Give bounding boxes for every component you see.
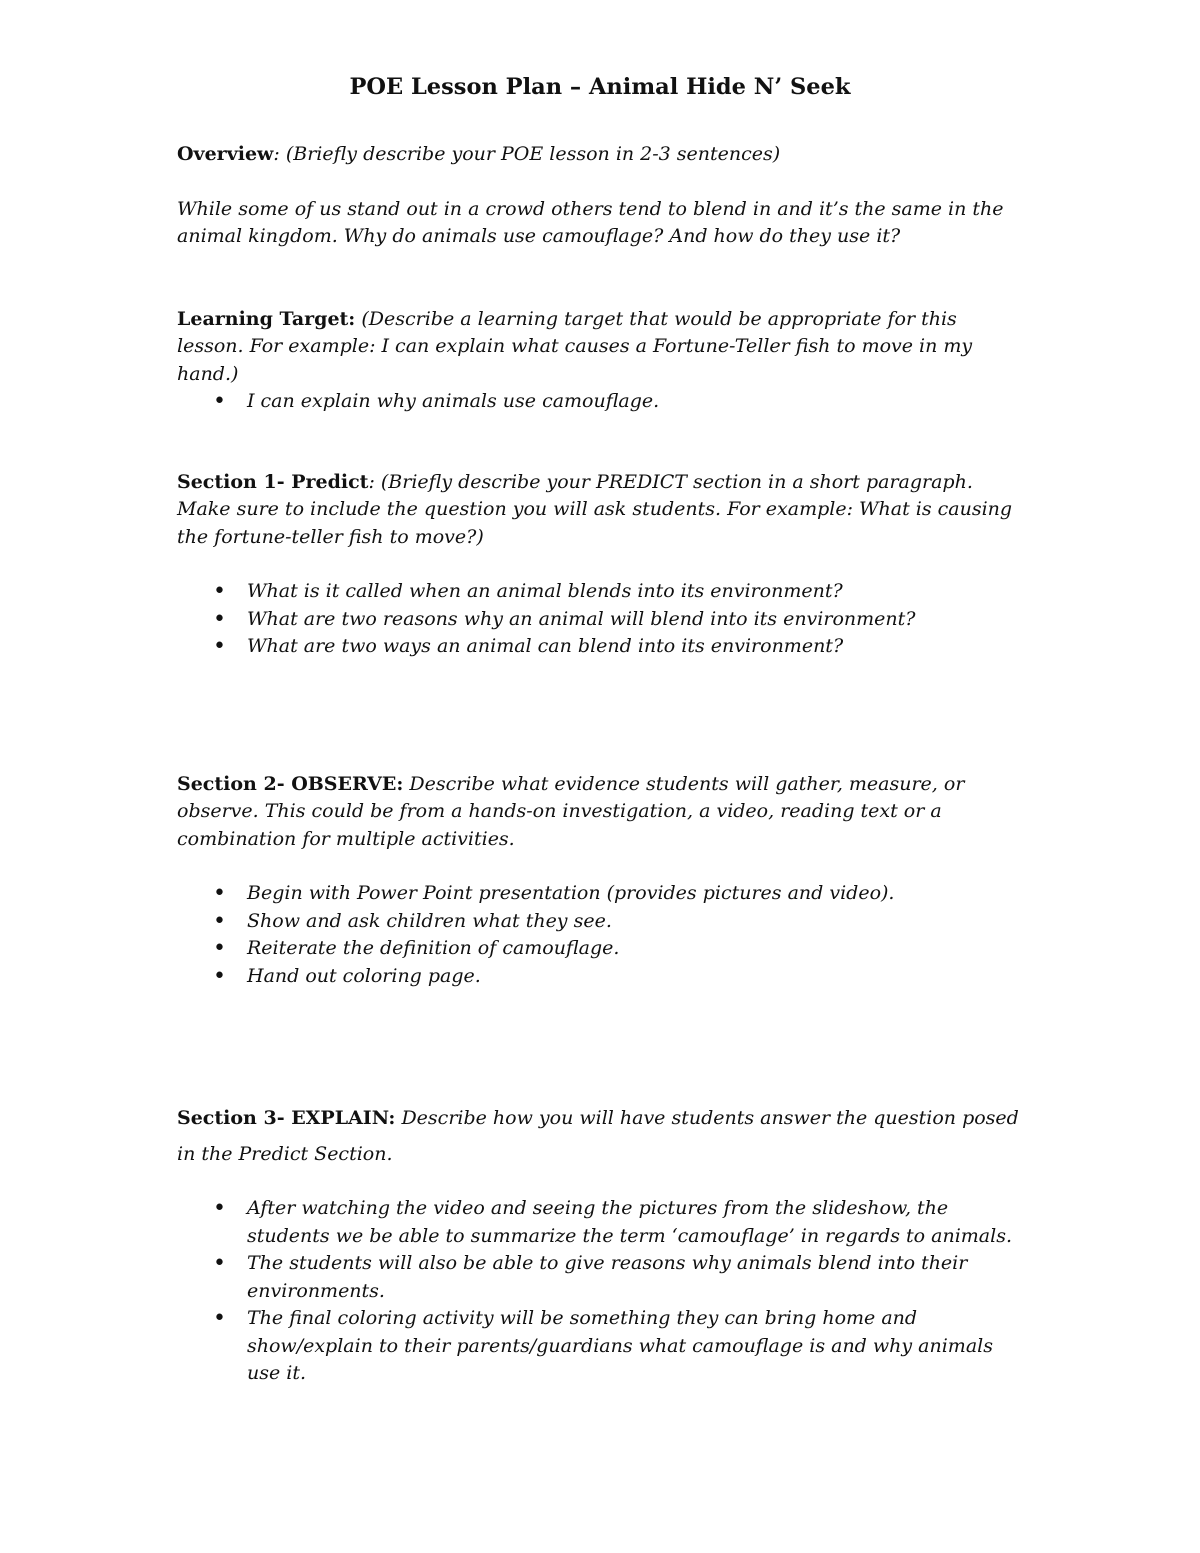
list-item: • What are two ways an animal can blend into its environment? [247, 633, 1020, 661]
section3-instruction: Describe how you will have students answer the question posed in the Predict Section. [177, 1107, 1019, 1165]
section1-instruction: : (Briefly describe your PREDICT section in a short paragraph. Make sure to include the question you will ask students. For example: What is causing the fortune-teller fish to move?) [177, 470, 1013, 548]
learning-target-instruction: (Describe a learning target that would be appropriate for this lesson. For example: I can explain what causes a Fortune-Teller fish to move in my hand.) [177, 307, 973, 385]
overview-body: While some of us stand out in a crowd others tend to blend in and it’s the same in the animal kingdom. Why do animals use camouflage? And how do they use it? [177, 197, 1004, 247]
list-item: • Show and ask children what they see. [247, 908, 1020, 936]
document-title: POE Lesson Plan – Animal Hide N’ Seek [349, 74, 851, 100]
section1-list [177, 578, 1020, 661]
list-item: • Begin with Power Point presentation (provides pictures and video). [247, 880, 1020, 908]
list-item: • Reiterate the definition of camouflage. [247, 935, 1020, 963]
section3-list [177, 1195, 1020, 1388]
list-item: • What is it called when an animal blends into its environment? [247, 578, 1020, 606]
overview-label: Overview [177, 143, 274, 165]
list-item: • Hand out coloring page. [247, 963, 1020, 991]
section3-label: Section 3- EXPLAIN: [177, 1107, 396, 1129]
section2-list [177, 880, 1020, 990]
list-item: • I can explain why animals use camouflage. [247, 388, 1020, 416]
list-item: • The students will also be able to give reasons why animals blend into their environments. [247, 1250, 1020, 1305]
learning-target-label: Learning Target: [177, 307, 356, 330]
learning-target-list [177, 388, 1020, 416]
section1-label: Section 1- Predict [177, 470, 369, 493]
learning-target-heading [177, 306, 1020, 389]
overview-instruction: : (Briefly describe your POE lesson in 2-3 sentences) [273, 143, 781, 165]
section3-heading [177, 1100, 1020, 1172]
section1-heading [177, 469, 1020, 552]
section2-instruction: Describe what evidence students will gather, measure, or observe. This could be from a hands-on investigation, a video, reading text or a combination for multiple activities. [177, 772, 965, 850]
overview-heading [177, 141, 1020, 169]
section2-label: Section 2- OBSERVE: [177, 772, 404, 795]
list-item: • The final coloring activity will be something they can bring home and show/explain to their parents/guardians what camouflage is and why animals use it. [247, 1305, 1020, 1388]
section2-heading [177, 771, 1020, 854]
list-item: • What are two reasons why an animal will blend into its environment? [247, 606, 1020, 634]
list-item: • After watching the video and seeing the pictures from the slideshow, the students we be able to summarize the term ‘camouflage’ in regards to animals. [247, 1195, 1020, 1250]
